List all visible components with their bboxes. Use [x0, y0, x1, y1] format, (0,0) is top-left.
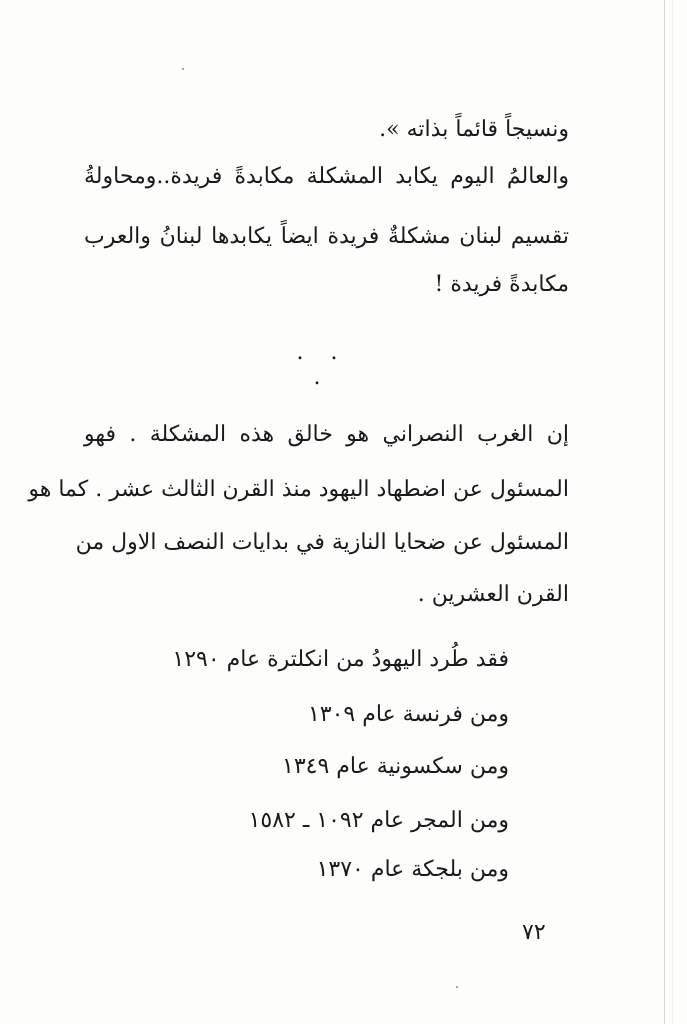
page-number: ٧٢	[522, 920, 546, 945]
page-edge-shadow	[664, 0, 665, 1024]
list-item-2: ومن فرنسة عام ١٣٠٩	[307, 702, 509, 727]
paper-speck	[456, 986, 458, 988]
paper-speck	[182, 68, 184, 70]
text-line-1: ونسيجاً قائماً بذاته ».	[379, 117, 569, 142]
list-item-3: ومن سكسونية عام ١٣٤٩	[282, 754, 509, 779]
section-separator: . . .	[296, 340, 348, 390]
text-line-2: والعالمُ اليوم يكابد المشكلة مكابدةً فريدة..ومحاولةُ	[84, 164, 569, 189]
list-item-5: ومن بلجكة عام ١٣٧٠	[316, 857, 509, 882]
page-edge-shadow-outer	[672, 0, 673, 1024]
list-item-1: فقد طُرد اليهودُ من انكلترة عام ١٢٩٠	[172, 647, 509, 672]
paragraph-line-2: المسئول عن اضطهاد اليهود منذ القرن الثالث عشر . كما هو	[28, 477, 569, 502]
paragraph-line-3: المسئول عن ضحايا النازية في بدايات النصف الاول من	[75, 530, 569, 555]
text-line-3: تقسيم لبنان مشكلةٌ فريدة ايضاً يكابدها لبنانُ والعرب	[84, 224, 569, 249]
paragraph-line-1: إن الغرب النصراني هو خالق هذه المشكلة . فهو	[84, 422, 569, 447]
text-line-4: مكابدةً فريدة !	[434, 272, 569, 297]
list-item-4: ومن المجر عام ١٠٩٢ ـ ١٥٨٢	[248, 808, 509, 833]
paragraph-line-4: القرن العشرين .	[417, 582, 569, 607]
